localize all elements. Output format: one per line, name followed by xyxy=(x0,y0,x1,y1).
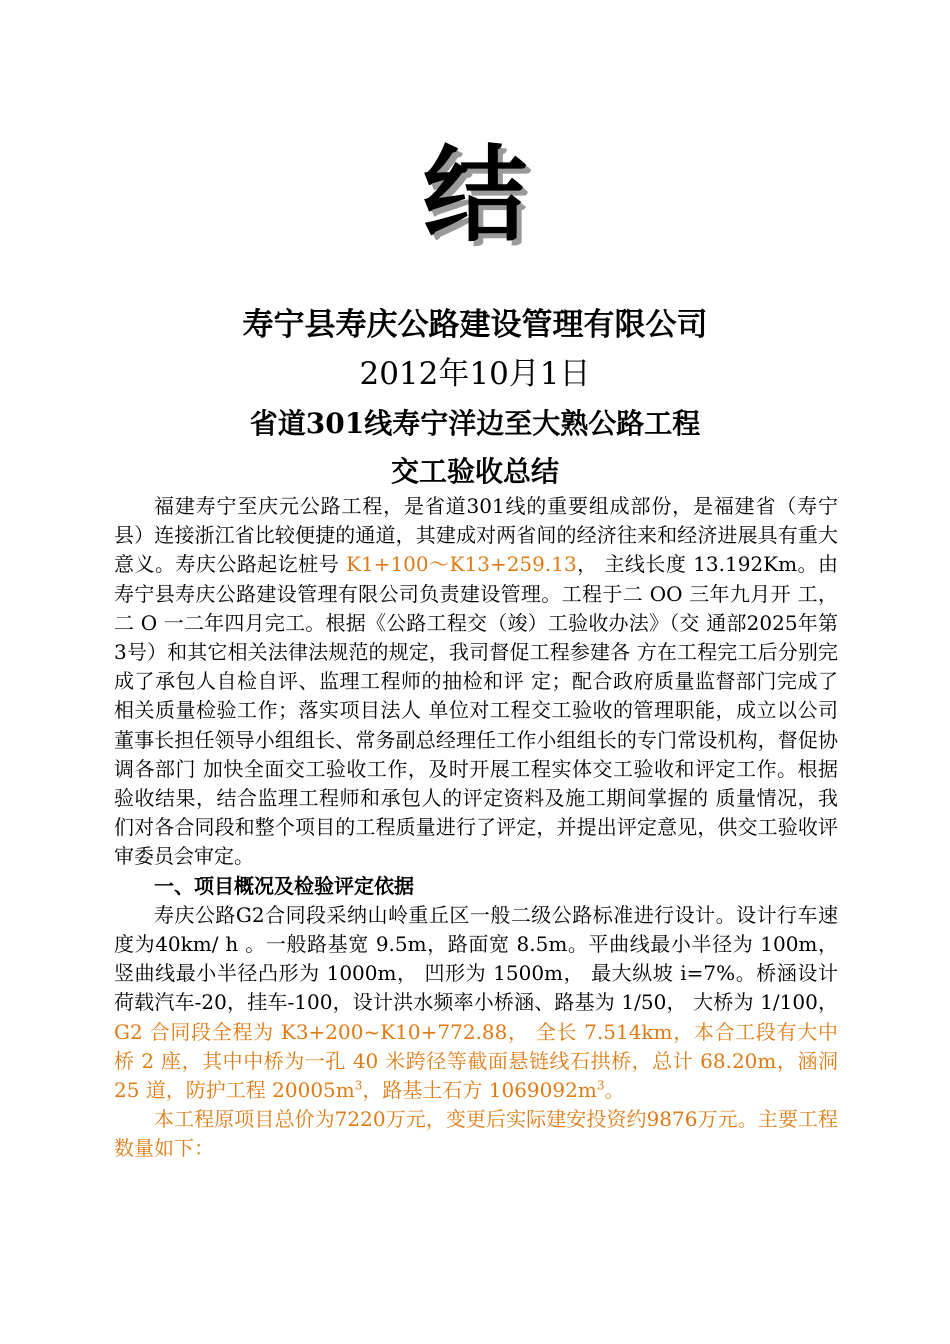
stake-range-highlight: K1+100～K13+259.13 xyxy=(346,552,577,577)
cost-paragraph: 本工程原项目总价为7220万元，变更后实际建安投资约9876万元。主要工程数量如下： xyxy=(114,1107,838,1161)
section1-highlight-b: ，路基土石方 1069092m xyxy=(362,1078,597,1103)
document-title: 省道301线寿宁洋边至大熟公路工程 xyxy=(249,407,701,440)
superscript-a: 3 xyxy=(354,1078,363,1093)
company-name: 寿宁县寿庆公路建设管理有限公司 xyxy=(242,307,708,343)
intro-paragraph xyxy=(114,492,838,872)
document-subtitle: 交工验收总结 xyxy=(390,455,559,488)
superscript-b: 3 xyxy=(596,1078,605,1093)
section1-highlight-c: 。 xyxy=(604,1078,625,1103)
section-heading: 一、项目概况及检验评定依据 xyxy=(154,873,414,898)
intro-text-b: ， 主线长度 13.192Km。由寿宁县寿庆公路建设管理有限公司负责建设管理。工程于二 OO 三年九月开 工，二 O 一二年四月完工。根据《公路工程交（竣）工验收办法》（交 通部2025年第3号）和其它相关法律法规范的规定，我司督促工程参建各 方在工程完工后分别完成了承包人自检自评、监理工程师的抽检和评 定；配合政府质量监督部门完成了相关质量检验工作；落实项目法人 单位对工程交工验收的管理职能，成立以公司董事长担任领导小组组长、常务副总经理任工作小组组长的专门常设机构，督促协调各部门 加快全面交工验收工作，及时开展工程实体交工验收和评定工作。根据验收结果，结合监理工程师和承包人的评定资料及施工期间掌握的 质量情况，我们对各合同段和整个项目的工程质量进行了评定，并提出评定意见，供交工验收评审委员会审定。 xyxy=(114,552,838,869)
section1-text-a: 寿庆公路G2合同段采纳山岭重丘区一般二级公路标准进行设计。设计行车速度为40km/ h 。一般路基宽 9.5m，路面宽 8.5m。平曲线最小半径为 100m， 竖曲线最小半径凸形为 1000m， 凹形为 1500m， 最大纵坡 i=7%。桥涵设计荷载汽车-20，挂车-100，设计洪水频率小桥涵、路基为 1/50， 大桥为 1/100， xyxy=(114,902,838,1015)
document-body xyxy=(114,492,838,1164)
document-date: 2012年10月1日 xyxy=(359,356,591,392)
section1-highlight-a: G2 合同段全程为 K3+200~K10+772.88， 全长 7.514km，本合工段有大中桥 2 座，其中中桥为一孔 40 米跨径等截面悬链线石拱桥，总计 68.20m，涵洞 25 道，防护工程 20005m xyxy=(114,1019,838,1103)
intro-text-a: 福建寿宁至庆元公路工程，是省道301线的重要组成部份，是福建省（寿宁县）连接浙江省比较便捷的通道，其建成对两省间的经济往来和经济进展具有重大意义。寿庆公路起讫桩号 xyxy=(114,494,838,577)
section1-paragraph xyxy=(114,901,838,1105)
cover-large-character: 结 xyxy=(422,134,527,256)
